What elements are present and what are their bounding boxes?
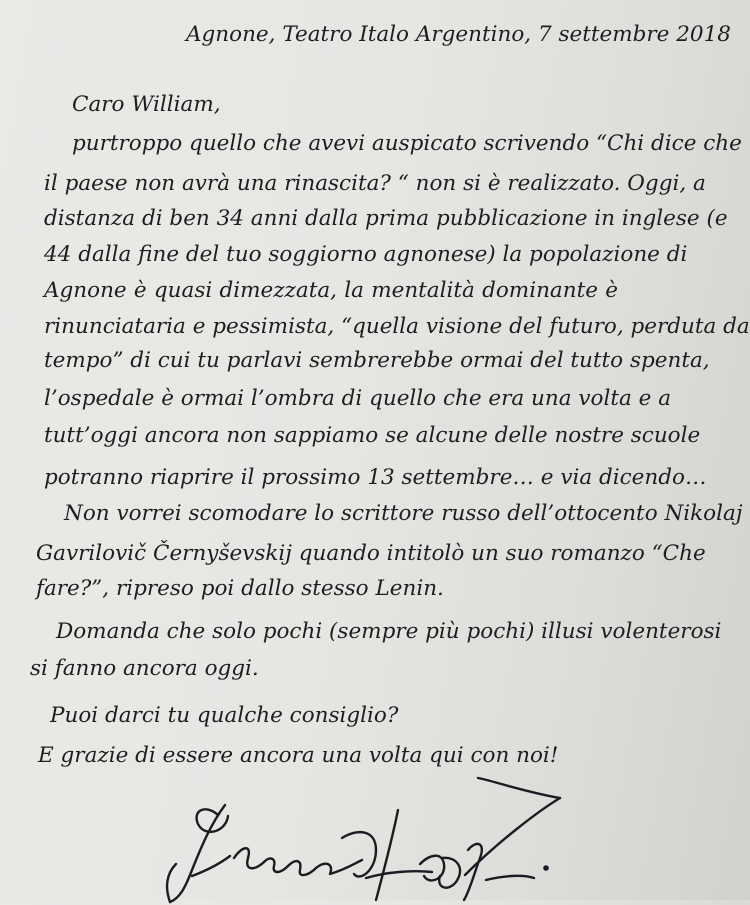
paragraph3-line2: si fanno ancora oggi. (30, 656, 259, 681)
word: dominante (482, 278, 598, 303)
paragraph2-line1: Non vorrei scomodare lo scrittore russo dell’ottocento Nikolaj (64, 501, 743, 526)
paragraph1-line2: il paese non avrà una rinascita? “ non si è realizzato. Oggi, a (44, 171, 706, 196)
word: mentalità (371, 278, 475, 303)
handwritten-signature (130, 770, 570, 905)
word: la (344, 278, 364, 303)
word: è (605, 278, 618, 303)
paragraph1-line5 (44, 280, 618, 302)
paragraph2-line3: fare?”, ripreso poi dallo stesso Lenin. (36, 576, 444, 601)
paragraph1-line8: l’ospedale è ormai l’ombra di quello che era una volta e a (44, 386, 672, 411)
paragraph1-line6: rinunciataria e pessimista, “quella visione del futuro, perduta da (44, 314, 750, 339)
paragraph1-line1: purtroppo quello che avevi auspicato scrivendo “Chi dice che (72, 131, 742, 156)
paragraph1-line9: tutt’oggi ancora non sappiamo se alcune delle nostre scuole (44, 423, 701, 448)
question-line: Puoi darci tu qualche consiglio? (50, 703, 399, 728)
word: è (133, 278, 147, 303)
salutation: Caro William, (72, 92, 221, 117)
closing-line: E grazie di essere ancora una volta qui con noi! (38, 743, 559, 768)
dateline: Agnone, Teatro Italo Argentino, 7 settembre 2018 (186, 22, 731, 47)
paragraph3-line1: Domanda che solo pochi (sempre più pochi) illusi volenterosi (56, 619, 722, 644)
paragraph1-line7: tempo” di cui tu parlavi sembrerebbe ormai del tutto spenta, (44, 348, 710, 373)
word: quasi (153, 278, 213, 303)
word: dimezzata, (219, 278, 337, 303)
paragraph1-line3: distanza di ben 34 anni dalla prima pubblicazione in inglese (e (44, 206, 728, 231)
paragraph2-line2: Gavrilovič Černyševskij quando intitolò un suo romanzo “Che (36, 541, 706, 566)
paragraph1-line4: 44 dalla fine del tuo soggiorno agnonese) la popolazione di (44, 242, 688, 267)
paragraph1-line10: potranno riaprire il prossimo 13 settembre… e via dicendo… (44, 465, 707, 490)
word: Agnone (44, 278, 127, 303)
